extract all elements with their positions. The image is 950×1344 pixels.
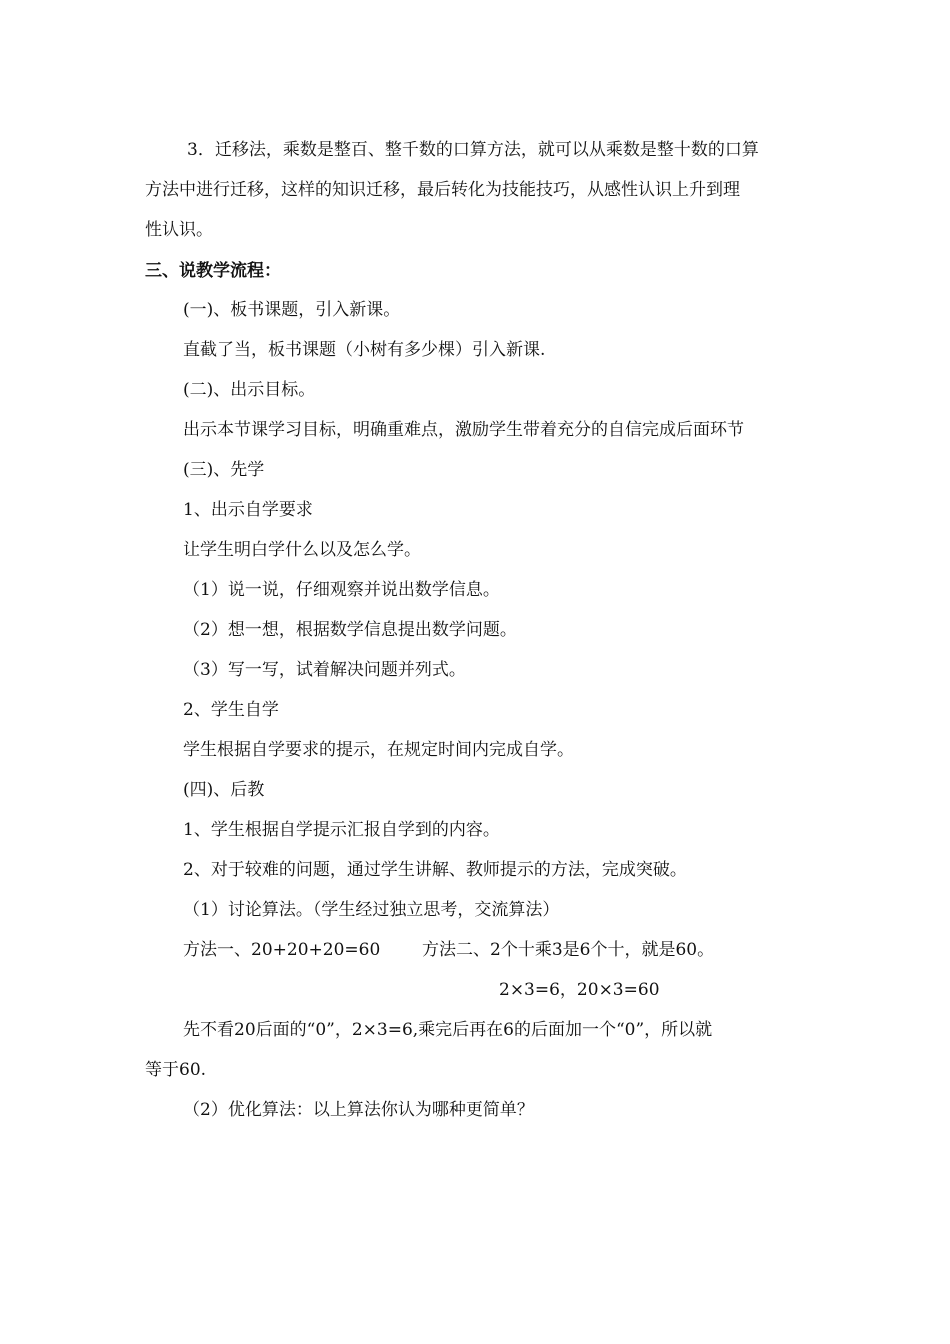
text-line: 让学生明白学什么以及怎么学。 (183, 540, 421, 560)
text-line: 出示本节课学习目标，明确重难点，激励学生带着充分的自信完成后面环节 (183, 420, 744, 440)
subheading: (一)、板书课题，引入新课。 (183, 300, 401, 320)
text-line: 1、出示自学要求 (183, 500, 313, 520)
text-line: 2、学生自学 (183, 700, 279, 720)
section-heading: 三、说教学流程： (145, 261, 281, 281)
paragraph-line: 3．迁移法，乘数是整百、整千数的口算方法，就可以从乘数是整十数的口算 (187, 140, 759, 160)
text-line: 2、对于较难的问题，通过学生讲解、教师提示的方法，完成突破。 (183, 860, 687, 880)
subheading: (三)、先学 (183, 460, 265, 480)
paragraph-line: 方法中进行迁移，这样的知识迁移，最后转化为技能技巧，从感性认识上升到理 (145, 180, 740, 200)
text-line: （2）优化算法：以上算法你认为哪种更简单？ (183, 1100, 534, 1120)
text-line: （1）讨论算法。（学生经过独立思考，交流算法） (183, 900, 560, 920)
text-line: 1、学生根据自学提示汇报自学到的内容。 (183, 820, 500, 840)
method-one: 方法一、20+20+20=60 (183, 940, 381, 960)
text-line: 等于60. (145, 1060, 207, 1080)
text-line: 直截了当，板书课题（小树有多少棵）引入新课. (183, 340, 546, 360)
paragraph-line: 性认识。 (145, 220, 213, 240)
subheading: (四)、后教 (183, 780, 265, 800)
text-line: 学生根据自学要求的提示，在规定时间内完成自学。 (183, 740, 574, 760)
text-line: （2）想一想，根据数学信息提出数学问题。 (183, 620, 517, 640)
text-line: （3）写一写，试着解决问题并列式。 (183, 660, 466, 680)
method-two-calc: 2×3=6，20×3=60 (499, 980, 660, 1000)
text-line: 先不看20后面的“0”，2×3=6,乘完后再在6的后面加一个“0”，所以就 (183, 1020, 713, 1040)
method-two: 方法二、2个十乘3是6个十，就是60。 (422, 940, 715, 960)
text-line: （1）说一说，仔细观察并说出数学信息。 (183, 580, 500, 600)
subheading: (二)、出示目标。 (183, 380, 316, 400)
